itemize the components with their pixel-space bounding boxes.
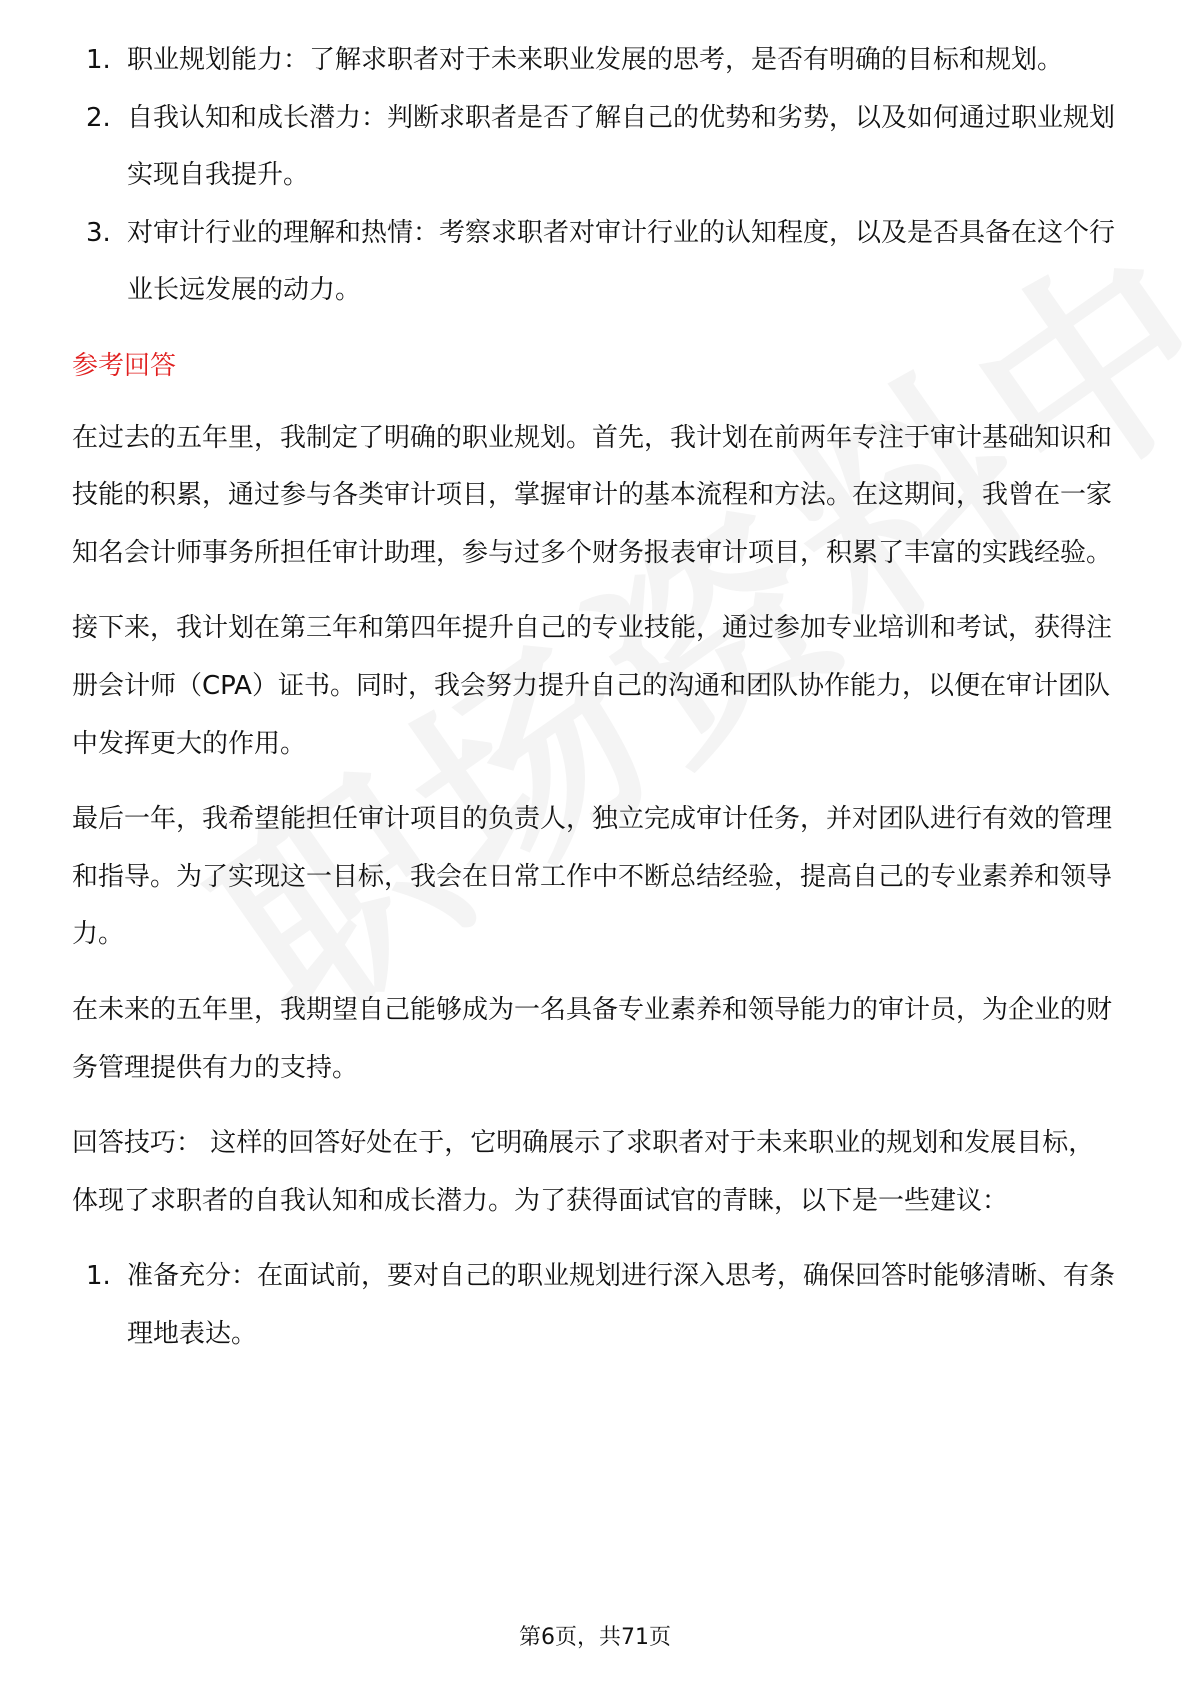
- page-content: [72, 32, 1118, 1363]
- list-item-text: 对审计行业的理解和热情：考察求职者对审计行业的认知程度，以及是否具备在这个行业长远发展的动力。: [127, 217, 1116, 306]
- list-number: 1.: [86, 45, 111, 75]
- list-item: [72, 1248, 1118, 1363]
- section-heading: 参考回答: [72, 350, 177, 381]
- list-item: [72, 205, 1118, 320]
- list-number: 1.: [86, 1261, 111, 1292]
- suggestion-list: [72, 1248, 1118, 1363]
- page-footer: 第6页，共71页: [519, 1625, 671, 1650]
- list-number: 3.: [86, 217, 111, 248]
- tips-paragraph: 回答技巧： 这样的回答好处在于，它明确展示了求职者对于未来职业的规划和发展目标，体现了求职者的自我认知和成长潜力。为了获得面试官的青睐，以下是一些建议：: [72, 1128, 1095, 1216]
- list-item-text: 自我认知和成长潜力：判断求职者是否了解自己的优势和劣势，以及如何通过职业规划实现自我提升。: [127, 102, 1116, 191]
- list-item: [72, 32, 1118, 90]
- list-item: [72, 90, 1118, 205]
- answer-paragraph: 在未来的五年里，我期望自己能够成为一名具备专业素养和领导能力的审计员，为企业的财务管理提供有力的支持。: [72, 994, 1113, 1083]
- answer-paragraph: 接下来，我计划在第三年和第四年提升自己的专业技能，通过参加专业培训和考试，获得注册会计师（CPA）证书。同时，我会努力提升自己的沟通和团队协作能力，以便在审计团队中发挥更大的作用。: [72, 613, 1113, 759]
- list-item-text: 职业规划能力：了解求职者对于未来职业发展的思考，是否有明确的目标和规划。: [127, 45, 1064, 75]
- list-number: 2.: [86, 102, 111, 133]
- list-item-text: 准备充分：在面试前，要对自己的职业规划进行深入思考，确保回答时能够清晰、有条理地表达。: [127, 1261, 1116, 1349]
- answer-paragraph: 最后一年，我希望能担任审计项目的负责人，独立完成审计任务，并对团队进行有效的管理和指导。为了实现这一目标，我会在日常工作中不断总结经验，提高自己的专业素养和领导力。: [72, 804, 1113, 950]
- answer-paragraph: 在过去的五年里，我制定了明确的职业规划。首先，我计划在前两年专注于审计基础知识和技能的积累，通过参与各类审计项目，掌握审计的基本流程和方法。在这期间，我曾在一家知名会计师事务所担任审计助理，参与过多个财务报表审计项目，积累了丰富的实践经验。: [72, 422, 1113, 568]
- criteria-list: [72, 32, 1118, 320]
